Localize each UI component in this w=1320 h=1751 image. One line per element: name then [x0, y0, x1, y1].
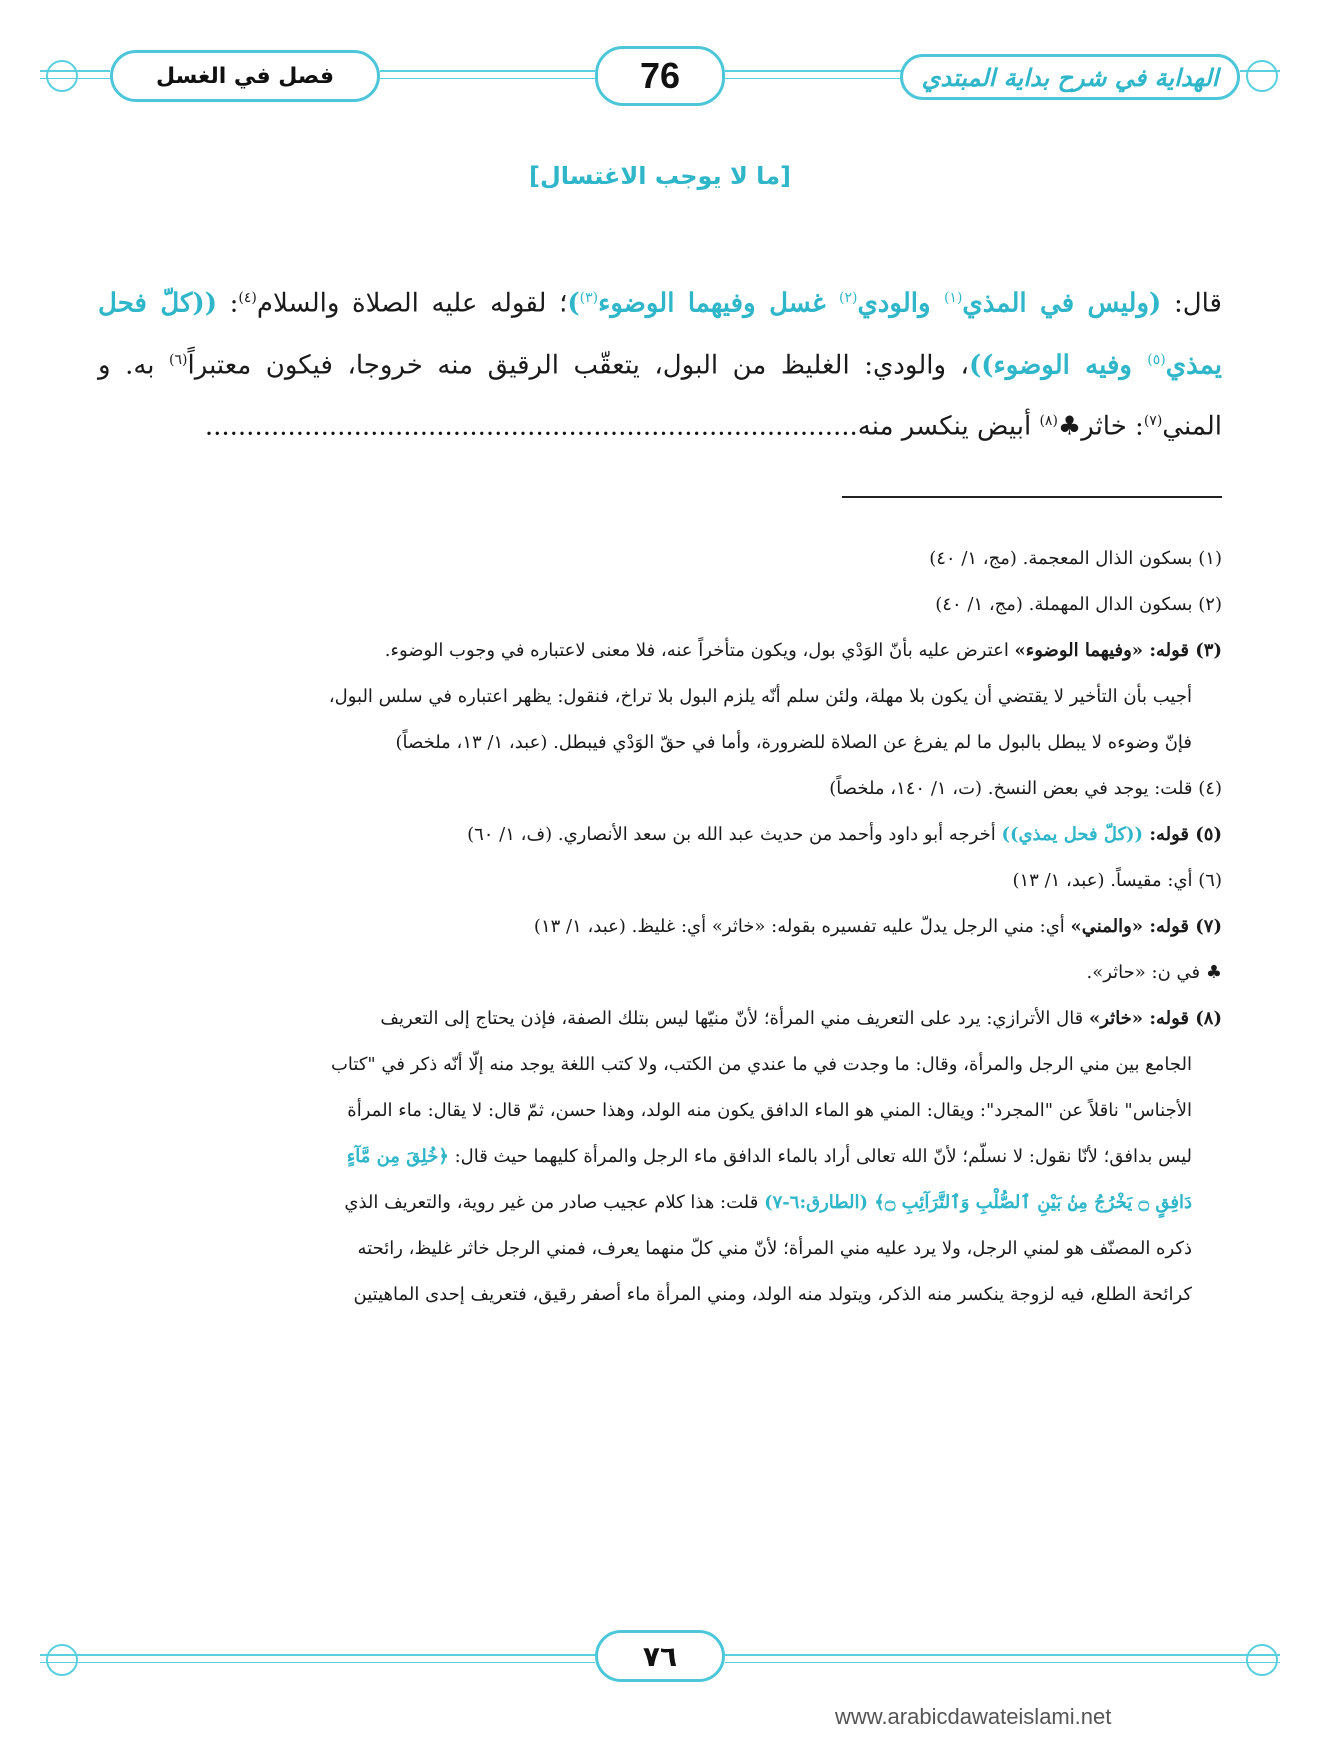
- ornament-icon: [1246, 60, 1278, 92]
- footer-rail-left: [40, 1654, 595, 1656]
- footnote-label: (٨) قوله:: [1143, 1008, 1222, 1029]
- footnote-8-line-7: كرائحة الطلع، فيه لزوجة ينكسر منه الذكر، ويتولد منه الولد، ومني المرأة ماء أصفر رقيق، فتعريف إحدى الماهيتين: [353, 1284, 1192, 1305]
- ornament-icon: [1246, 1644, 1278, 1676]
- main-text-span: به. و المني: [98, 350, 1222, 442]
- footnote-4: (٤) قلت: يوجد في بعض النسخ. (ت، ١/ ١٤٠، ملخصاً): [829, 778, 1222, 799]
- footer-page-number-box: [595, 1630, 725, 1682]
- footnote-quote: ((كلّ فحل يمذي)): [1001, 824, 1144, 845]
- ornament-icon: [46, 60, 78, 92]
- footnote-ref: (٤): [238, 290, 257, 306]
- footnote-label: (٥) قوله:: [1143, 824, 1222, 845]
- main-text-span: قال:: [1161, 288, 1222, 319]
- footnote-ref: (٦): [169, 351, 188, 368]
- footnote-3: [98, 628, 1222, 674]
- website-url[interactable]: www.arabicdawateislami.net: [835, 1704, 1112, 1729]
- footnote-ref: (١): [943, 290, 963, 306]
- footnote-text: اعترض عليه بأنّ الوَدْي بول، ويكون متأخراً عنه، فلا معنى لاعتباره في وجوب الوضوء.: [384, 640, 1015, 661]
- quran-verse: دَافِقٍ ۝ يَخْرُجُ مِنۢ بَيْنِ ٱلصُّلْبِ وَٱلتَّرَآئِبِ ۝﴾ (الطارق:٦-٧): [764, 1192, 1192, 1213]
- book-title-box: [900, 54, 1240, 100]
- footer-rail-right: [725, 1654, 1280, 1656]
- section-name-box: [110, 50, 380, 102]
- footnote-5: [98, 812, 1222, 858]
- matn-text: والودي: [857, 288, 944, 319]
- main-text-span: :: [217, 288, 239, 319]
- footnote-divider: [842, 496, 1222, 498]
- footnote-text: أي: مني الرجل يدلّ عليه تفسيره بقوله: «خاثر» أي: غليظ. (عبد، ١/ ١٣): [533, 916, 1071, 937]
- club-icon: ♣: [1057, 411, 1082, 442]
- footnote-text: ليس بدافق؛ لأنّا نقول: لا نسلّم؛ لأنّ الله تعالى أراد بالماء الدافق ماء الرجل والمرأة كليهما حيث قال:: [448, 1146, 1192, 1167]
- continuation-dots: ...............................................................................: [204, 411, 858, 442]
- header-rail-left-2: [380, 78, 595, 79]
- main-text-span: أبيض ينكسر منه: [857, 411, 1040, 442]
- footnote-label: (٧) قوله:: [1143, 916, 1222, 937]
- main-text-span: ، والودي: الغليظ من البول، يتعقّب الرقيق منه خروجا، فيكون معتبراً: [187, 350, 969, 381]
- page-header: [40, 40, 1280, 120]
- quran-verse: ﴿خُلِقَ مِن مَّآءٍ: [346, 1146, 449, 1167]
- footnote-ref: (٢): [838, 290, 858, 306]
- footnote-8-line-5: [98, 1180, 1222, 1226]
- header-rail-right: [725, 70, 905, 72]
- main-text-span: : خاثر: [1081, 411, 1144, 442]
- footnote-7: [98, 904, 1222, 950]
- footnote-club: ♣ في ن: «حاثر».: [1086, 962, 1222, 983]
- main-text: [98, 270, 1222, 455]
- footnote-ref: (٧): [1143, 413, 1163, 430]
- footnote-text: قلت: هذا كلام عجيب صادر من غير روية، والتعريف الذي: [344, 1192, 765, 1213]
- footnote-ref: (٥): [1147, 351, 1166, 368]
- hadith-text: ((كلّ فحل يمذي: [98, 288, 1222, 381]
- header-rail-left: [380, 70, 595, 72]
- header-rail-right-2: [725, 78, 905, 79]
- footnote-3-line-2: أجيب بأن التأخير لا يقتضي أن يكون بلا مهلة، ولئن سلم أنّه يلزم البول بلا تراخ، فنقول: يظهر اعتباره في سلس البول،: [328, 686, 1192, 707]
- footnote-ref: (٨): [1039, 413, 1058, 430]
- footnote-label: (٣) قوله:: [1143, 640, 1222, 661]
- footnote-ref: (٣): [579, 290, 599, 306]
- footer-rail-left-2: [40, 1662, 595, 1663]
- footnote-6: (٦) أي: مقيساً. (عبد، ١/ ١٣): [1012, 870, 1222, 891]
- footnote-quote: «والمني»: [1070, 916, 1144, 937]
- book-title: الهداية في شرح بداية المبتدي: [921, 62, 1219, 92]
- page-number-box: [595, 46, 725, 106]
- footnote-8-line-3: الأجناس" ناقلاً عن "المجرد": ويقال: المني هو الماء الدافق يكون منه الولد، وهذا حسن، ثمّ قال: لا يقال: ماء المرأة: [347, 1100, 1192, 1121]
- footnote-1: (١) بسكون الذال المعجمة. (مج، ١/ ٤٠): [929, 548, 1222, 569]
- footnote-2: (٢) بسكون الدال المهملة. (مج، ١/ ٤٠): [935, 594, 1222, 615]
- footnote-quote: «خاثر»: [1089, 1008, 1144, 1029]
- matn-text: ): [567, 288, 580, 319]
- footnote-8-line-2: الجامع بين مني الرجل والمرأة، وقال: ما وجدت في ما عندي من الكتب، ولا كتب اللغة يوجد منه إلّا أنّه ذكر في "كتاب: [330, 1054, 1192, 1075]
- footnote-quote: «وفيهما الوضوء»: [1014, 640, 1144, 661]
- footnote-text: أخرجه أبو داود وأحمد من حديث عبد الله بن سعد الأنصاري. (ف، ١/ ٦٠): [467, 824, 1002, 845]
- footer-rail-right-2: [725, 1662, 1280, 1663]
- main-text-span: ؛ لقوله عليه الصلاة والسلام: [256, 288, 568, 319]
- footnote-8: [98, 996, 1222, 1042]
- page-number: 76: [639, 55, 681, 96]
- footnote-text: قال الأترازي: يرد على التعريف مني المرأة؛ لأنّ منيّها ليس بتلك الصفة، فإذن يحتاج إلى التعريف: [380, 1008, 1089, 1029]
- page-footer: [40, 1620, 1280, 1700]
- matn-text: (وليس في المذي: [962, 288, 1162, 319]
- ornament-icon: [46, 1644, 78, 1676]
- footnote-8-line-6: ذكره المصنّف هو لمني الرجل، ولا يرد عليه مني المرأة؛ لأنّ مني كلّ منهما يعرف، فمني الرجل خاثر غليظ، رائحته: [357, 1238, 1192, 1259]
- hadith-text: وفيه الوضوء)): [968, 350, 1148, 381]
- section-title: [ما لا يوجب الاغتسال]: [528, 162, 792, 190]
- footnote-8-line-4: [98, 1134, 1222, 1180]
- section-name: فصل في الغسل: [156, 63, 334, 89]
- footnote-3-line-3: فإنّ وضوءه لا يبطل بالبول ما لم يفرغ عن الصلاة للضرورة، وأما في حقّ الوَدْي فيبطل. (عبد، ١/ ١٣، ملخصاً): [395, 732, 1192, 753]
- footer-page-number: ٧٦: [642, 1639, 678, 1673]
- footnotes: [98, 536, 1222, 1318]
- matn-text: غسل وفيهما الوضوء: [598, 288, 839, 319]
